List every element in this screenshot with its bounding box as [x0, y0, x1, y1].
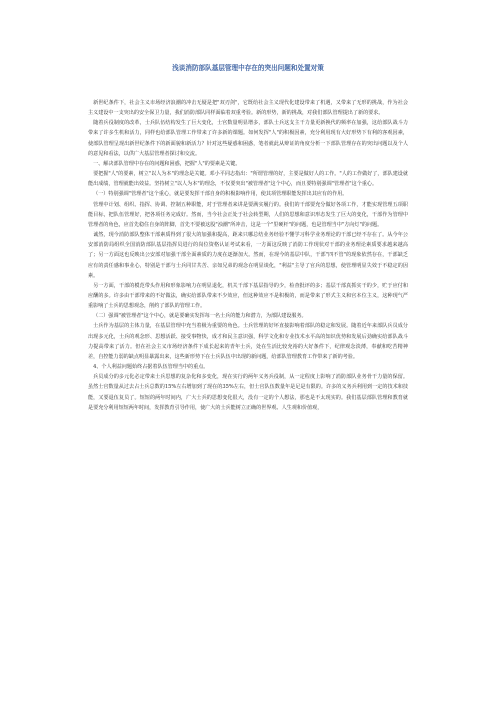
document-body	[88, 98, 408, 413]
paragraph: 管理中计划、组织、指挥、协调、控制五种职能，对于管理者来讲是要满实履行的。我们的干部要充分做好各项工作，才能实现管理五项职能目标，把队伍管理好，把各项任务完成好。然而，当今社会正处于社会转型期，人们的思想和意识形态发生了巨大的变化，干部作为管理中管理者的角色，应首先稳住自身的阵脚，首先不要被这股"浊潮"所冲击，这是一个"里硬杆"的问题，也是管理当中"方向灯"的问题。	[88, 201, 408, 228]
subsection-heading: （二）强调"被管理者"这个中心，就是要确实发挥每一名士兵的能力和潜力，为部队建设服务。	[93, 313, 307, 320]
subsection-heading: 4、个人利益问题始终占据着队伍管理当中的重点。	[93, 364, 209, 371]
section-heading: 一、解决部队管理中存在的问题和困惑，把握"人"的要素是关键。	[93, 160, 241, 167]
paragraph: 随着兵役制度的改革，士兵队伍结构发生了巨大变化，士官数量明显增多，部队士兵这支主干力量更新换代的频率在加强，这给部队战斗力带来了许多生机和活力，同样也给部队管理工作带来了许多新的课题。如何发挥"人"的积极因素，充分利用现有大好形势下有利的客观因素，使部队管理呈现出新世纪条件下的新面貌和新活力？针对这些疑惑和困惑，笔者就此从辩证的角度分析一下部队管理存在的突出问题以及个人的意见和看法，以供广大基层管理者探讨和交流。	[88, 120, 408, 157]
paragraph: 士兵作为基层的主体力量，在基层管理中充当着极为重要的角色。士兵管理的好坏直接影响着部队的稳定和发展。随着近年来部队兵员成分出现多元化，士兵的观念形、思想活跃、接受事物快，成才和民主意识强，科学文化和专业技术水平高的知识优势和发展后劲确实给部队战斗力提高带来了活力。但在社会主义市场经济条件下成长起来的青年士兵，处在生活比较充裕的大好条件下，纪律观念淡薄，奉献和吃苦精神差，自控能力弱的缺点明显暴露出来，这些新形势下在士兵队伍中出现的新问题，给部队管理教育工作带来了新的考验。	[88, 323, 408, 360]
paragraph: 新世纪条件下，社会主义市场经济浪潮的冲击无疑是把"双刃剑"，它既给社会主义现代化建设带来了机遇，又带来了无形的挑战，作为社会主义建设中一支突出的安全保卫力量，我们消防部队同样面临着双重考验。新的形势，新的挑战，对我们部队管理提出了新的要求。	[88, 100, 408, 117]
paragraph: 诚然，现今消防部队整体干部素质得到了很大的加强和提高，距来只哪总结业务经验不懂学习科学业务理论的干部已经不存在了。从今年公安部消防局组织全国消防部队基层指挥员进行的岗位资格认证考试来看，一方面这反映了消防工作现状对干部的业务理论素质要求越来越高了；另一方面这也反映出公安部对加强干部全面素质的力度在逐渐加大。然而，在现今的基层中队，干部"四不管"的现象依然存在，干部缺乏应有的责任感和事业心，特别是干部与士兵同甘共苦、亲如兄弟的观念在明显谈化，"利益"主导了官兵的思想，使管理明显失效于不稳定的因素。	[88, 232, 408, 279]
document-title: 浅谈消防部队基层管理中存在的突出问题和处置对策	[172, 64, 324, 72]
paragraph: 兵员成分的多元化必定带来士兵思想的复杂化和多变化，现在实行的两年义务兵役制，从一定程度上影响了消防部队业务骨干力量的保留。虽然士官数量从过去占士兵总数的15%左右增加到了现在的35%左右，但士官队伍数量年是足是有限的。许多的义务兵利用到一定的技术和技能，又要退伍复员了。短短的两年时间内，广大士兵的思想变化很大，没有一定的个人想法，那也是不太现实的。我们基层部队管理和教育就是要充分利用短短两年时间，发挥教育引导作用，使广大的士兵能树立正确的世界观、人生观和价值观，	[88, 374, 408, 411]
paragraph: 要把握"人"的要素，树立"以人为本"的理念是关键。邓小平同志指出："所谓管理的好，主要是做好人的工作。"人的工作做好了，部队建设就能出成绩，管理就能出效益。坚持树立"以人为本"的理念，不仅要突出"被管理者"这个中心，而且要特别强调"管理者"这个重心。	[88, 171, 408, 188]
paragraph: 另一方面，干部的模范带头作用和形象影响力在明显退化，机关干部下基层指导的少，检查批评的多；基层干部真抓实干的少，贮于应付和应酬的多。许多由干部带来的不好做法，确实给部队带来不少效应，但这种效应不是积极的，而是带来了形式主义和官本位主义，这种现气严重影响了士兵的思想观念，削约了部队的管理工作。	[88, 282, 408, 310]
subsection-heading: （一）特别强调"管理者"这个重心，就是要发挥干部自身的积极影响作用，使其项管理职能发挥出其应有的作用。	[93, 191, 348, 198]
